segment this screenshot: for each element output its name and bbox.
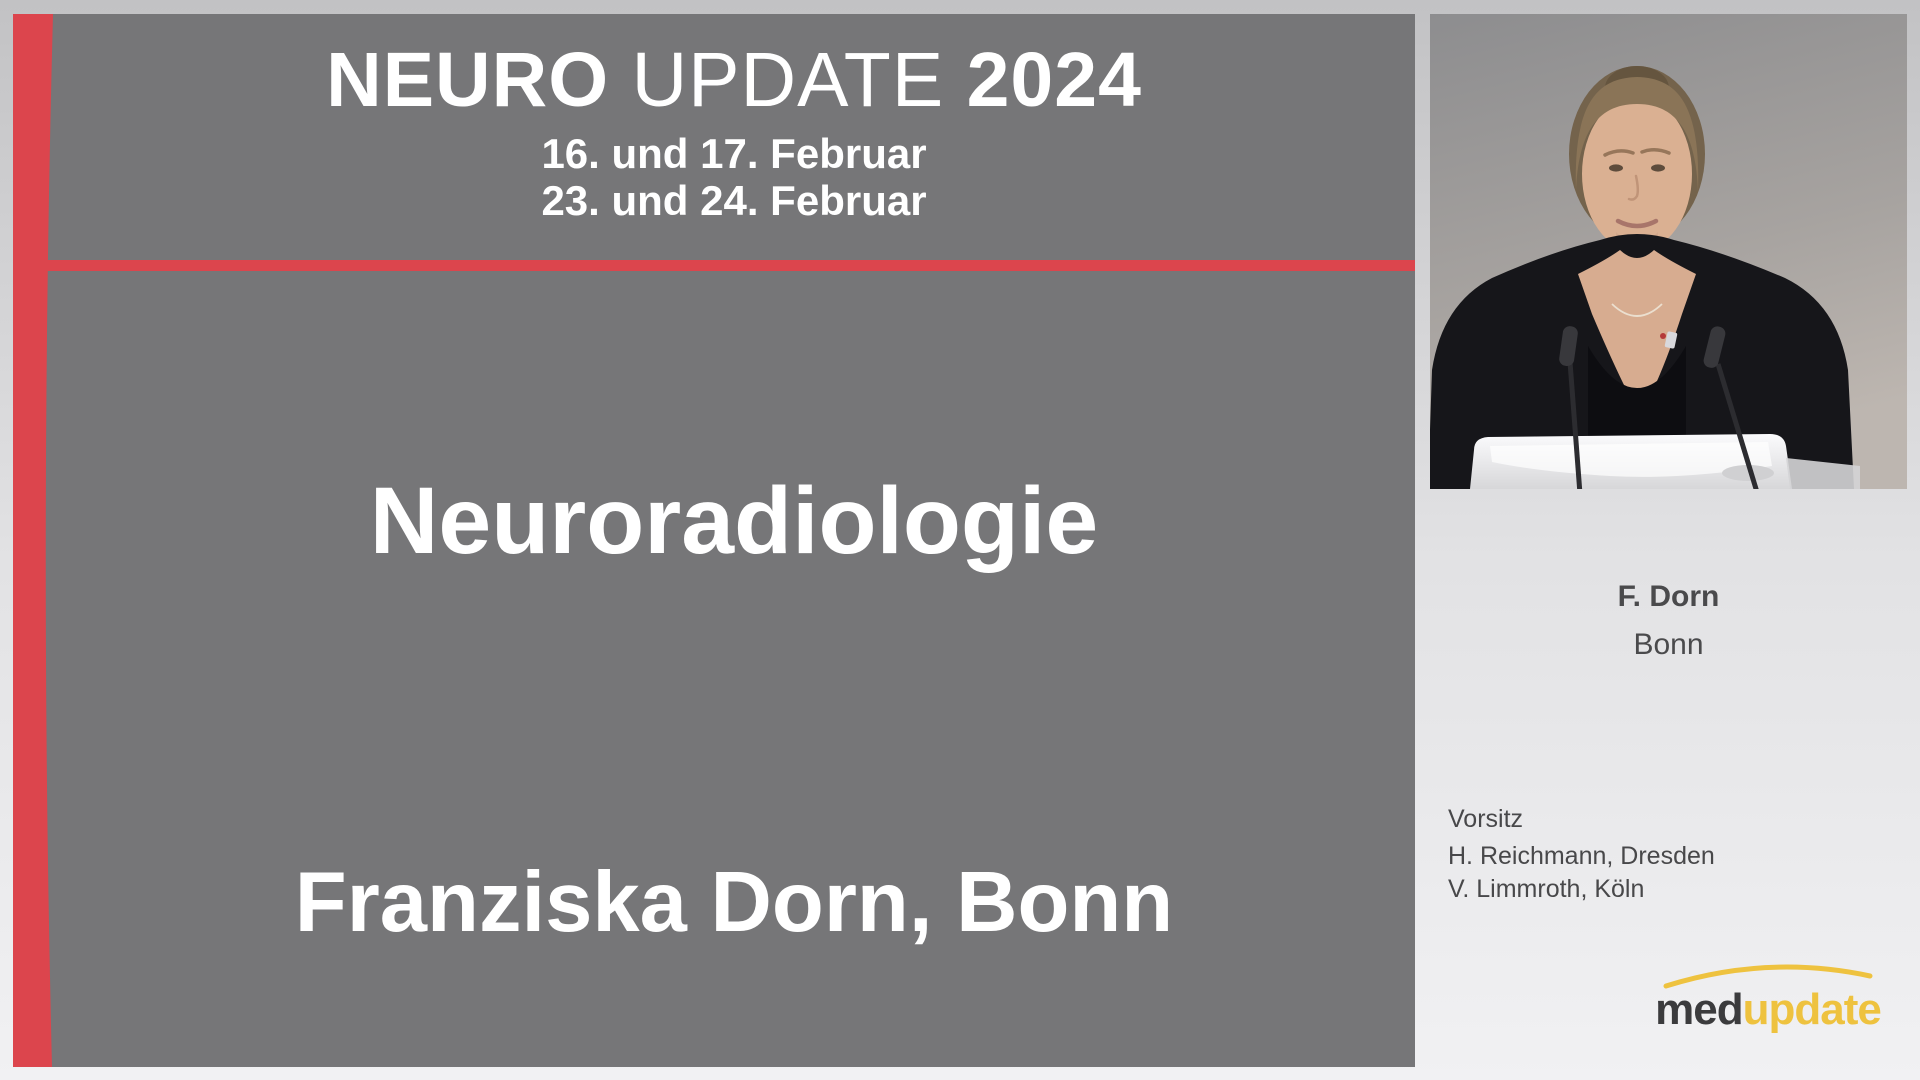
slide <box>13 14 1415 1067</box>
chair-label: Vorsitz <box>1448 805 1524 833</box>
event-title-kind: UPDATE <box>631 37 945 123</box>
speaker-video <box>1430 14 1907 489</box>
event-date-2: 23. und 24. Februar <box>541 177 927 224</box>
chair-member-1: H. Reichmann, Dresden <box>1448 842 1715 870</box>
speaker-name: F. Dorn <box>1617 580 1720 613</box>
medupdate-logo <box>1654 950 1882 1032</box>
event-title-brand: NEURO <box>326 37 610 123</box>
slide-accent-ribbon <box>13 14 55 1067</box>
speaker-video-frame <box>1430 14 1907 489</box>
speaker-city: Bonn <box>1633 628 1704 661</box>
speaker-caption <box>1430 580 1907 662</box>
lecture-presenter: Franziska Dorn, Bonn <box>294 855 1174 950</box>
event-dates <box>53 130 1415 224</box>
slide-divider-line <box>41 260 1415 271</box>
logo-med: med <box>1655 985 1743 1034</box>
logo-update: update <box>1742 985 1881 1034</box>
chair-block <box>1448 803 1715 906</box>
slide-header <box>53 37 1415 224</box>
event-title-year: 2024 <box>966 37 1142 123</box>
event-title <box>53 37 1415 123</box>
chair-member-2: V. Limmroth, Köln <box>1448 875 1645 903</box>
lecture-topic: Neuroradiologie <box>369 468 1099 574</box>
event-date-1: 16. und 17. Februar <box>541 130 927 177</box>
logo-text <box>1654 985 1882 1034</box>
logo-swoosh-icon <box>1660 950 1876 990</box>
